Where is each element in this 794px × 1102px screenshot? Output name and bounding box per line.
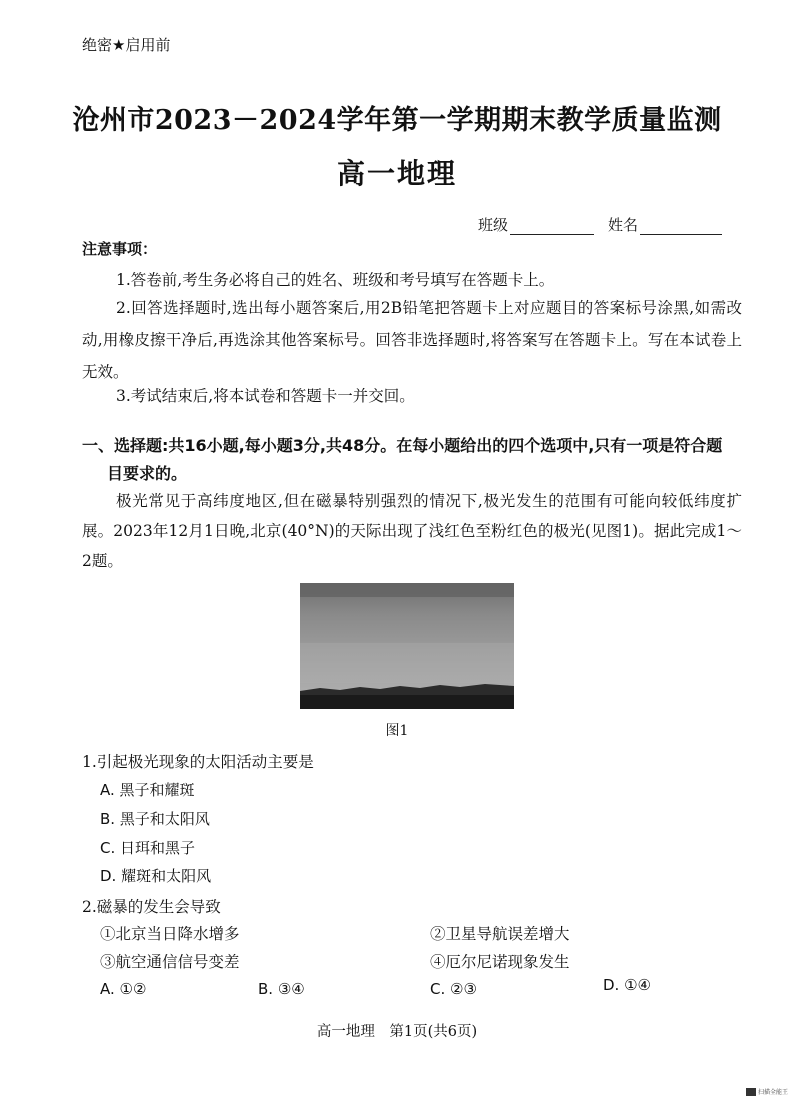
question-1-stem: 1.引起极光现象的太阳活动主要是 — [82, 753, 314, 771]
section-heading — [82, 432, 752, 488]
secret-label: 绝密★启用前 — [82, 36, 171, 54]
q2-option-d: D. ①④ — [603, 976, 651, 994]
subject-title: 高一地理 — [336, 157, 457, 190]
figure-caption: 图1 — [385, 723, 409, 739]
q1-option-c: C. 日珥和黑子 — [100, 839, 196, 857]
scanner-logo-icon — [746, 1088, 756, 1096]
q2-item-3: ③航空通信信号变差 — [100, 953, 240, 971]
scanner-watermark — [746, 1087, 788, 1096]
student-info — [478, 214, 722, 235]
note-item: 3.考试结束后,将本试卷和答题卡一并交回。 — [116, 387, 415, 405]
q1-option-b: B. 黑子和太阳风 — [100, 810, 210, 828]
q2-option-c: C. ②③ — [430, 980, 477, 998]
name-label: 姓名 — [607, 216, 638, 234]
reading-passage: 极光常见于高纬度地区,但在磁暴特别强烈的情况下,极光发生的范围有可能向较低纬度扩展。2023年12月1日晚,北京(40°N)的天际出现了浅红色至粉红色的极光(见图1)。据此完成1～2题。 — [82, 492, 742, 570]
q1-option-d: D. 耀斑和太阳风 — [100, 867, 212, 885]
q2-item-1: ①北京当日降水增多 — [100, 925, 240, 943]
note-item: 2.回答选择题时,选出每小题答案后,用2B铅笔把答题卡上对应题目的答案标号涂黑,如需改动,用橡皮擦干净后,再选涂其他答案标号。回答非选择题时,将答案写在答题卡上。写在本试卷上无效。 — [82, 299, 742, 381]
name-field — [608, 214, 722, 235]
question-2-stem: 2.磁暴的发生会导致 — [82, 898, 221, 916]
section-heading-line2: 目要求的。 — [107, 464, 188, 483]
note-item: 1.答卷前,考生务必将自己的姓名、班级和考号填写在答题卡上。 — [116, 271, 555, 289]
class-field — [478, 214, 594, 235]
q2-item-4: ④厄尔尼诺现象发生 — [430, 953, 570, 971]
aurora-photo — [300, 583, 514, 709]
page-footer: 高一地理 第1页(共6页) — [316, 1024, 478, 1040]
name-blank — [640, 218, 722, 235]
scanner-watermark-text: 扫描全能王 — [757, 1089, 788, 1096]
exam-title: 沧州市2023－2024学年第一学期期末教学质量监测 — [72, 105, 722, 136]
q2-option-b: B. ③④ — [258, 980, 305, 998]
q2-item-2: ②卫星导航误差增大 — [430, 925, 570, 943]
class-label: 班级 — [477, 216, 508, 234]
notes-title: 注意事项： — [82, 240, 158, 258]
q1-option-a: A. 黑子和耀斑 — [100, 781, 195, 799]
section-heading-line1: 一、选择题:共16小题,每小题3分,共48分。在每小题给出的四个选项中,只有一项是符合题 — [82, 436, 723, 455]
q2-option-a: A. ①② — [100, 980, 147, 998]
aurora-photo-graphic — [300, 583, 514, 709]
class-blank — [510, 218, 594, 235]
